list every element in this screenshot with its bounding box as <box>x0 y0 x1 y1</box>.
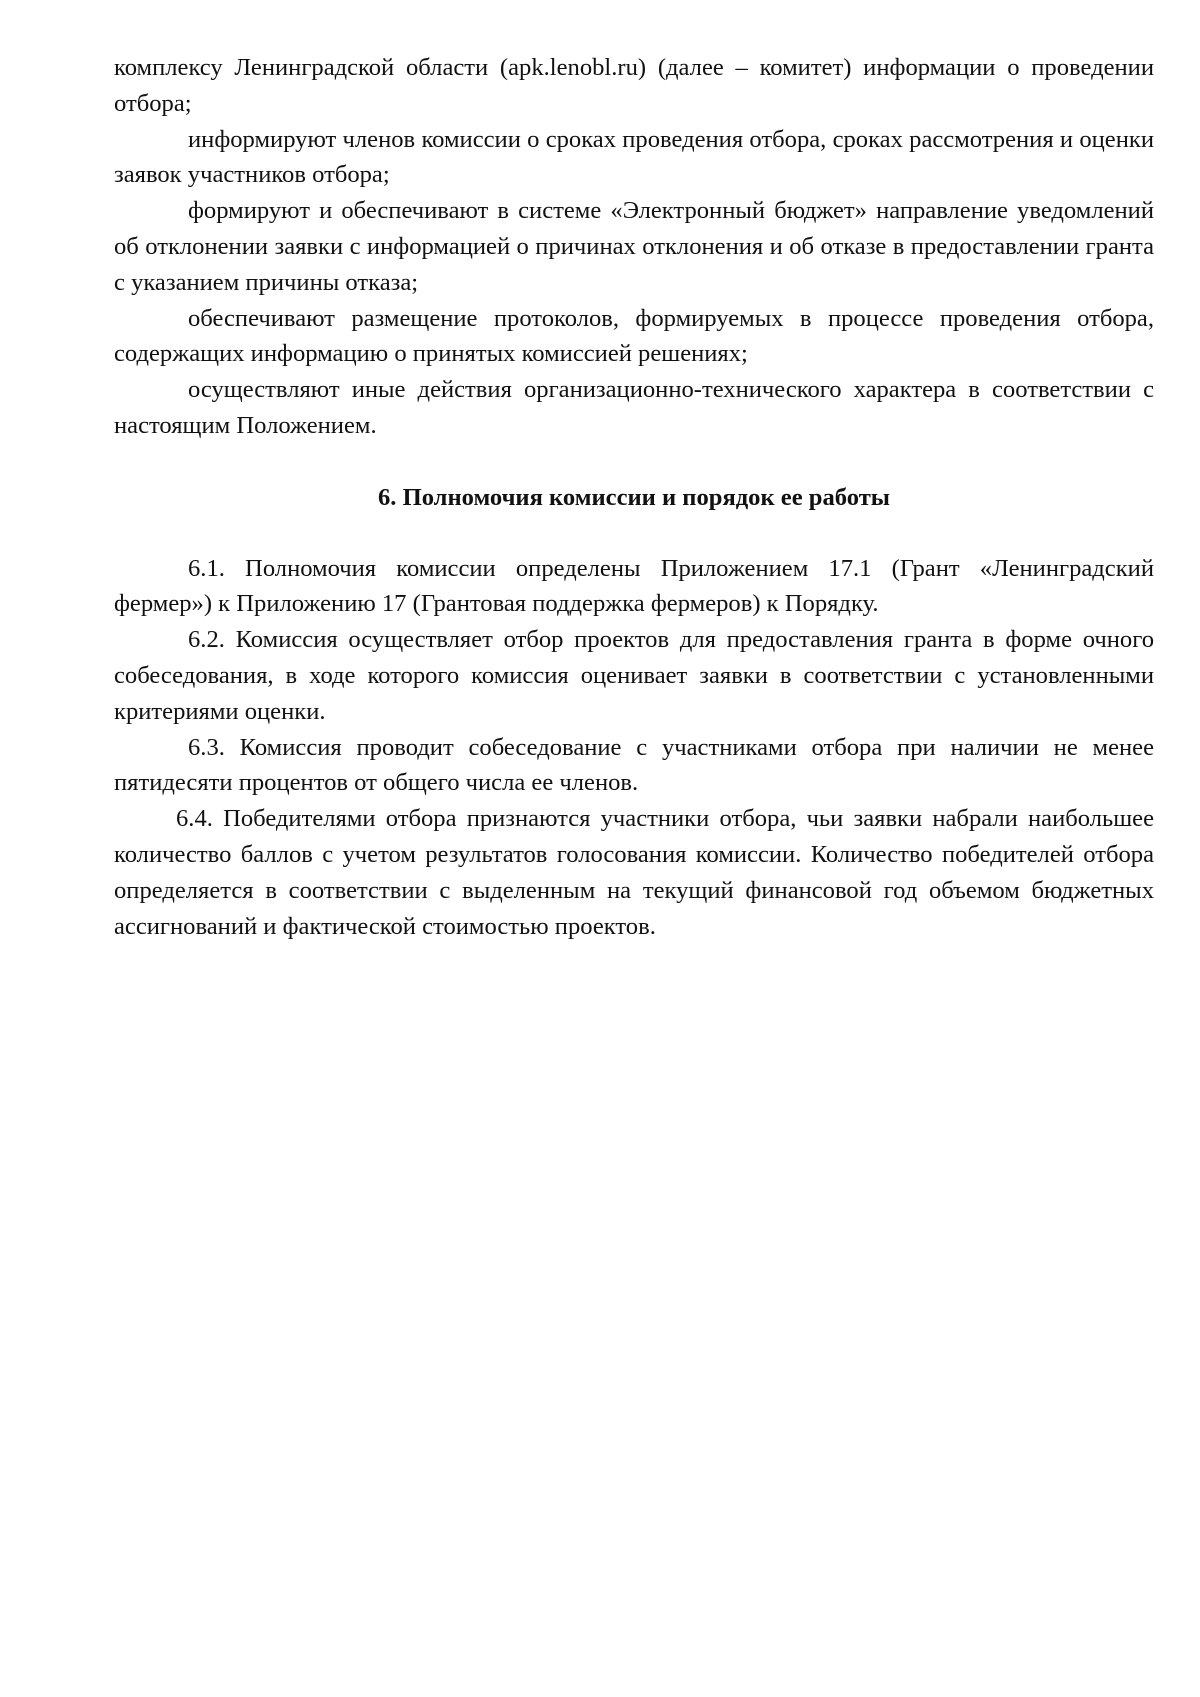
paragraph-protocols: обеспечивают размещение протоколов, формируемых в процессе проведения отбора, содержащих информацию о принятых комиссией решениях; <box>114 304 1154 368</box>
paragraph-6-2: 6.2. Комиссия осуществляет отбор проектов для предоставления гранта в форме очного собеседования, в ходе которого комиссия оценивает заявки в соответствии с установленными критериями оценки. <box>114 626 1154 725</box>
paragraph-6-1: 6.1. Полномочия комиссии определены Приложением 17.1 (Грант «Ленинградский фермер») к Приложению 17 (Грантовая поддержка фермеров) к Порядку. <box>114 554 1154 618</box>
paragraph-electronic-budget: формируют и обеспечивают в системе «Электронный бюджет» направление уведомлений об отклонении заявки с информацией о причинах отклонения и об отказе в предоставлении гранта с указанием причины отказа; <box>114 197 1154 296</box>
paragraph-other-actions: осуществляют иные действия организационно-технического характера в соответствии с настоящим Положением. <box>114 376 1154 439</box>
paragraph-inform-members: информируют членов комиссии о сроках проведения отбора, сроках рассмотрения и оценки заявок участников отбора; <box>114 125 1154 189</box>
paragraph-6-4: 6.4. Победителями отбора признаются участники отбора, чьи заявки набрали наибольшее количество баллов с учетом результатов голосования комиссии. Количество победителей отбора определяется в соответствии с выделенным на текущий финансовой год объемом бюджетных ассигнований и фактической стоимостью проектов. <box>114 805 1154 940</box>
paragraph-6-3: 6.3. Комиссия проводит собеседование с участниками отбора при наличии не менее пятидесяти процентов от общего числа ее членов. <box>114 733 1154 797</box>
paragraph-continued: комплексу Ленинградской области (apk.lenobl.ru) (далее – комитет) информации о проведении отбора; <box>114 54 1154 117</box>
section-heading: 6. Полномочия комиссии и порядок ее работы <box>377 483 890 511</box>
document-page <box>114 50 1154 944</box>
